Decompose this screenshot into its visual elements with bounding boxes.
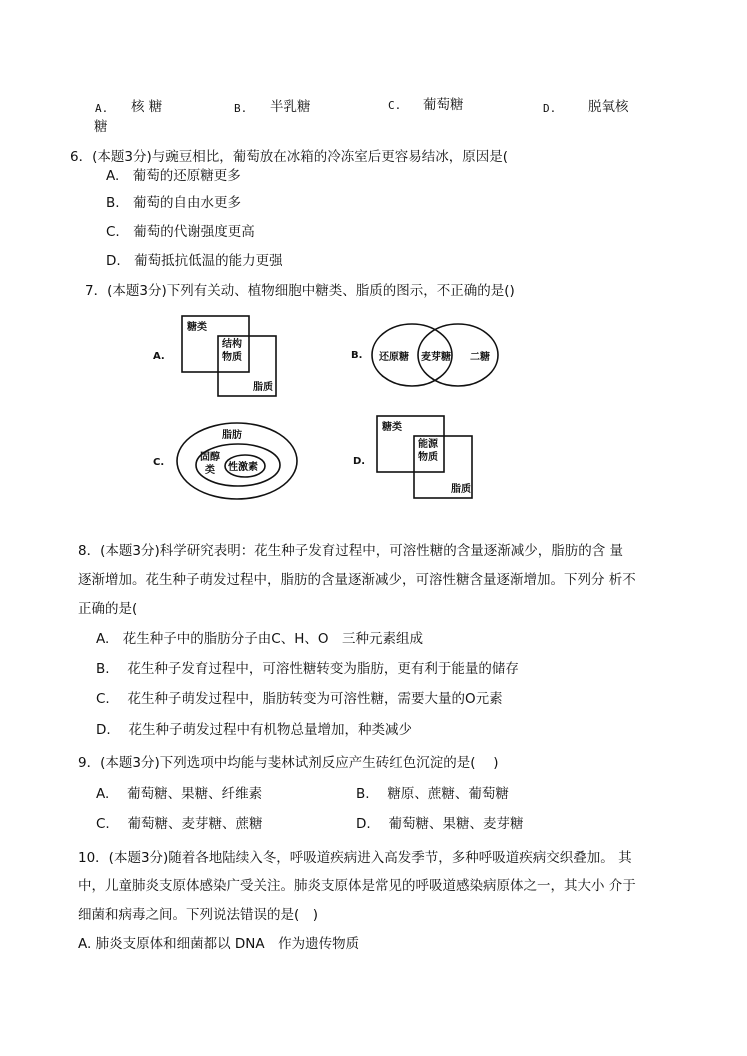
diagram-a-label-sugar: 糖类 xyxy=(187,322,207,333)
q5-option-a: 核 糖 xyxy=(131,99,163,115)
q10-stem-line-3: 细菌和病毒之间。下列说法错误的是( ) xyxy=(78,907,319,923)
q10-option-a: A. 肺炎支原体和细菌都以 DNA 作为遗传物质 xyxy=(78,936,360,952)
diagram-d-letter: D. xyxy=(353,456,366,467)
diagram-a-letter: A. xyxy=(153,351,165,362)
q8-option-b: B. 花生种子发育过程中，可溶性糖转变为脂肪，更有利于能量的储存 xyxy=(96,661,519,677)
diagram-c-letter: C. xyxy=(153,457,165,468)
diagram-a-label-lipid: 脂质 xyxy=(253,382,273,393)
q6-option-b: B. 葡萄的自由水更多 xyxy=(106,195,242,211)
q5-option-b: 半乳糖 xyxy=(270,99,311,115)
q5-option-b-letter: B. xyxy=(234,102,248,115)
diagram-c-label-hormone: 性激素 xyxy=(228,462,258,473)
q7-diagram-a xyxy=(145,312,305,404)
q6-option-a: A. 葡萄的还原糖更多 xyxy=(106,168,241,184)
q5-option-d: 脱氧核 xyxy=(588,99,629,115)
diagram-d-label-lipid: 脂质 xyxy=(451,484,471,495)
q6-stem: 6．(本题3分)与豌豆相比，葡萄放在冰箱的冷冻室后更容易结冰，原因是( xyxy=(70,149,508,165)
q7-diagram-d xyxy=(345,412,505,504)
diagram-a-label-mid-2: 物质 xyxy=(222,352,242,363)
diagram-b-label-left: 还原糖 xyxy=(379,352,409,363)
q8-stem-line-1: 8．(本题3分)科学研究表明：花生种子发育过程中，可溶性糖的含量逐渐减少，脂肪的含 量 xyxy=(78,543,624,559)
diagram-b-letter: B. xyxy=(351,350,363,361)
q5-option-a-letter: A. xyxy=(95,102,109,115)
q8-option-a: A. 花生种子中的脂肪分子由C、H、O 三种元素组成 xyxy=(96,631,423,647)
q5-option-c-letter: C. xyxy=(388,99,402,112)
diagram-a-label-mid-1: 结构 xyxy=(222,339,242,350)
q8-stem-line-2: 逐渐增加。花生种子萌发过程中，脂肪的含量逐渐减少，可溶性糖含量逐渐增加。下列分 析不 xyxy=(78,572,636,588)
q10-stem-line-2: 中，儿童肺炎支原体感染广受关注。肺炎支原体是常见的呼吸道感染病原体之一，其大小 介于 xyxy=(78,878,636,894)
q9-option-b: B. 糖原、蔗糖、葡萄糖 xyxy=(356,786,509,802)
q7-diagram-b xyxy=(345,316,520,396)
q9-option-a: A. 葡萄糖、果糖、纤维素 xyxy=(96,786,263,802)
q6-option-d: D. 葡萄抵抗低温的能力更强 xyxy=(106,253,283,269)
diagram-d-label-mid-2: 物质 xyxy=(418,452,438,463)
diagram-b-label-right: 二糖 xyxy=(470,352,490,363)
diagram-b-label-center: 麦芽糖 xyxy=(421,352,451,363)
diagram-d-label-mid-1: 能源 xyxy=(418,439,438,450)
q5-option-d-wrap: 糖 xyxy=(94,119,108,135)
diagram-c-label-sterol-1: 固醇 xyxy=(200,452,220,463)
diagram-d-label-sugar: 糖类 xyxy=(382,422,402,433)
diagram-c-label-outer: 脂肪 xyxy=(222,430,242,441)
q6-option-c: C. 葡萄的代谢强度更高 xyxy=(106,224,255,240)
q8-stem-line-3: 正确的是( xyxy=(78,601,138,617)
q9-option-c: C. 葡萄糖、麦芽糖、蔗糖 xyxy=(96,816,263,832)
q9-option-d: D. 葡萄糖、果糖、麦芽糖 xyxy=(356,816,524,832)
q5-option-c: 葡萄糖 xyxy=(423,97,464,113)
q7-diagram-c xyxy=(145,418,305,502)
q8-option-c: C. 花生种子萌发过程中，脂肪转变为可溶性糖，需要大量的O元素 xyxy=(96,691,503,707)
q8-option-d: D. 花生种子萌发过程中有机物总量增加，种类减少 xyxy=(96,722,412,738)
q5-option-d-letter: D. xyxy=(543,102,557,115)
diagram-c-label-sterol-2: 类 xyxy=(205,465,215,476)
q7-stem: 7．(本题3分)下列有关动、植物细胞中糖类、脂质的图示，不正确的是() xyxy=(85,283,515,299)
q10-stem-line-1: 10．(本题3分)随着各地陆续入冬，呼吸道疾病进入高发季节，多种呼吸道疾病交织叠加。 其 xyxy=(78,850,632,866)
q9-stem: 9．(本题3分)下列选项中均能与斐林试剂反应产生砖红色沉淀的是( ) xyxy=(78,755,499,771)
